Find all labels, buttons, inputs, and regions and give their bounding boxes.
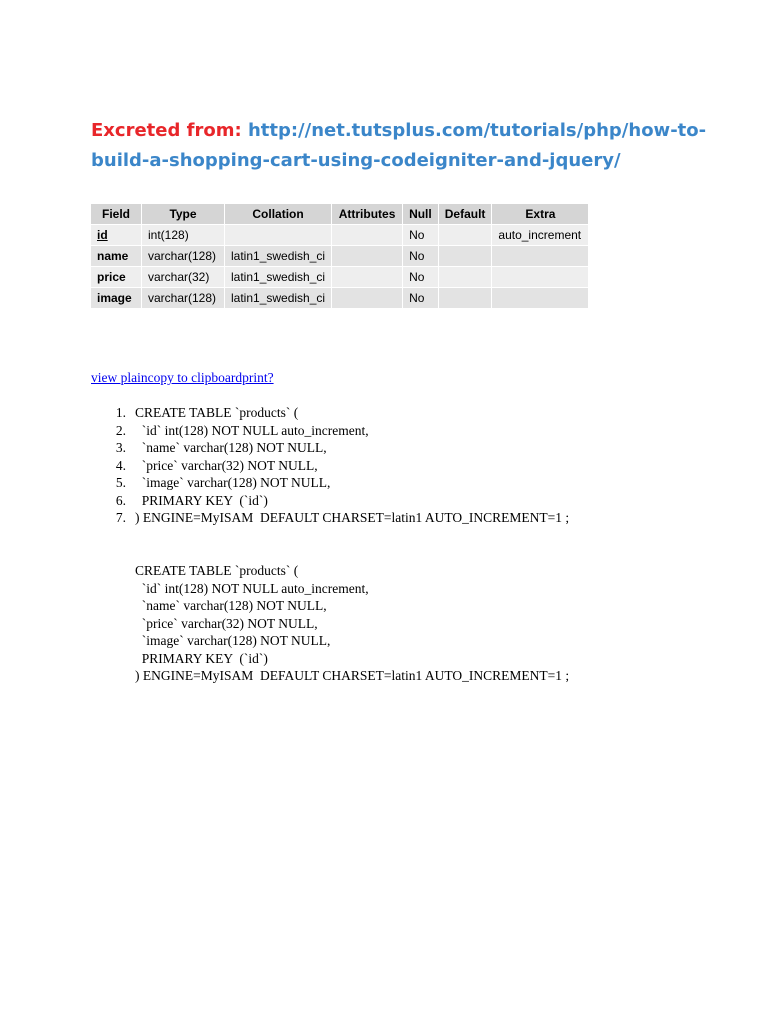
code-line: PRIMARY KEY (`id`) <box>135 650 268 666</box>
code-line <box>115 474 569 492</box>
source-url-link[interactable]: http://net.tutsplus.com/tutorials/php/how-to-build-a-shopping-cart-using-codeigniter-and-jquery/ <box>91 120 707 171</box>
col-header-attributes: Attributes <box>332 204 403 225</box>
cell-null: No <box>403 288 439 309</box>
code-text: ) ENGINE=MyISAM DEFAULT CHARSET=latin1 AUTO_INCREMENT=1 ; <box>135 510 570 525</box>
code-line <box>115 492 569 510</box>
schema-header-row <box>91 204 589 225</box>
code-text: `price` varchar(32) NOT NULL, <box>135 457 318 473</box>
cell-attributes <box>332 267 403 288</box>
code-line: `id` int(128) NOT NULL auto_increment, <box>135 580 369 596</box>
cell-type: varchar(128) <box>142 288 225 309</box>
col-header-type: Type <box>142 204 225 225</box>
cell-null: No <box>403 225 439 246</box>
cell-null: No <box>403 267 439 288</box>
table-row <box>91 225 589 246</box>
source-label: Excreted from: <box>91 120 242 141</box>
table-row <box>91 267 589 288</box>
code-text: CREATE TABLE `products` ( <box>135 405 299 420</box>
code-line: CREATE TABLE `products` ( <box>135 563 299 578</box>
cell-type: varchar(128) <box>142 246 225 267</box>
cell-attributes <box>332 225 403 246</box>
col-header-collation: Collation <box>225 204 332 225</box>
cell-type: varchar(32) <box>142 267 225 288</box>
code-text: `id` int(128) NOT NULL auto_increment, <box>135 422 369 438</box>
col-header-extra: Extra <box>492 204 589 225</box>
view-plain-copy-link[interactable]: view plaincopy to clipboardprint? <box>91 370 274 385</box>
line-number: 2. <box>115 422 126 438</box>
cell-extra: auto_increment <box>492 225 589 246</box>
code-line: `name` varchar(128) NOT NULL, <box>135 598 327 613</box>
code-line <box>115 404 569 422</box>
plain-code-block <box>135 562 569 685</box>
code-text: PRIMARY KEY (`id`) <box>135 492 268 508</box>
line-number: 5. <box>115 475 126 490</box>
cell-attributes <box>332 246 403 267</box>
table-row <box>91 246 589 267</box>
col-header-default: Default <box>438 204 492 225</box>
cell-field: name <box>91 246 142 267</box>
cell-default <box>438 267 492 288</box>
line-number: 1. <box>115 405 126 420</box>
line-number: 3. <box>115 440 126 455</box>
code-line: ) ENGINE=MyISAM DEFAULT CHARSET=latin1 AUTO_INCREMENT=1 ; <box>135 668 570 683</box>
cell-default <box>438 225 492 246</box>
cell-extra <box>492 267 589 288</box>
code-line: `price` varchar(32) NOT NULL, <box>135 615 318 631</box>
cell-collation <box>225 225 332 246</box>
cell-collation: latin1_swedish_ci <box>225 288 332 309</box>
schema-table <box>91 204 589 308</box>
cell-collation: latin1_swedish_ci <box>225 267 332 288</box>
cell-default <box>438 288 492 309</box>
cell-field: image <box>91 288 142 309</box>
line-number: 4. <box>115 457 126 473</box>
cell-extra <box>492 288 589 309</box>
code-line <box>115 422 569 440</box>
col-header-null: Null <box>403 204 439 225</box>
cell-extra <box>492 246 589 267</box>
source-heading <box>91 116 731 176</box>
code-line <box>115 457 569 475</box>
cell-default <box>438 246 492 267</box>
code-line <box>115 509 570 527</box>
cell-field: price <box>91 267 142 288</box>
code-line: `image` varchar(128) NOT NULL, <box>135 633 331 648</box>
code-text: `image` varchar(128) NOT NULL, <box>135 475 331 490</box>
cell-type: int(128) <box>142 225 225 246</box>
line-number: 7. <box>115 510 126 525</box>
table-row <box>91 288 589 309</box>
code-text: `name` varchar(128) NOT NULL, <box>135 440 327 455</box>
code-line <box>115 439 569 457</box>
cell-attributes <box>332 288 403 309</box>
numbered-code-listing <box>91 404 569 527</box>
cell-field: id <box>91 225 142 246</box>
col-header-field: Field <box>91 204 142 225</box>
line-number: 6. <box>115 492 126 508</box>
cell-collation: latin1_swedish_ci <box>225 246 332 267</box>
cell-null: No <box>403 246 439 267</box>
